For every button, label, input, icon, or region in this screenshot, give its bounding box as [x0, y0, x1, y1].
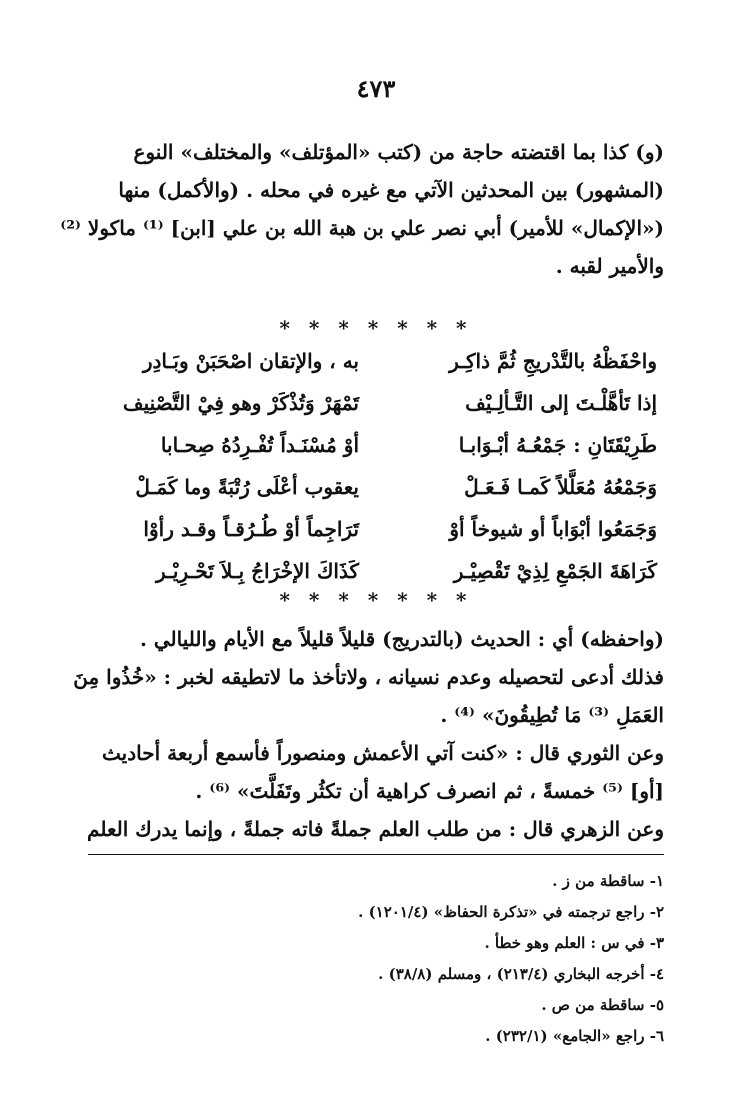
text-line: وعن الثوري قال : «كنت آتي الأعمش ومنصوراً فأسمع أربعة أحاديث: [102, 741, 664, 765]
verse-first-hemistich: طَرِيْقَتَانِ : جَمْعُـهُ أبْـوَابـا: [458, 433, 657, 457]
text-line: فذلك أدعى لتحصيله وعدم نسيانه ، ولاتأخذ ما لاتطيقه لخبر : «خُذُوا مِنَ: [73, 665, 664, 689]
verse-row: [87, 340, 657, 382]
stars-divider-bottom: * * * * * * *: [279, 588, 473, 612]
verse-second-hemistich: يعقوب أعْلَى رُتْبَةً وما كَمَـلْ: [135, 475, 359, 499]
verse-second-hemistich: كَذَاكَ الإخْرَاجُ بِـلاَ تَحْـرِيْـر: [156, 559, 359, 583]
verse-first-hemistich: وَجَمَعُوا أبْوَاباً أو شيوخاً أوْ: [449, 517, 657, 541]
footnote: ٢- راجع ترجمته في «تذكرة الحفاظ» (١٢٠١/٤) .: [358, 903, 664, 921]
text-line: والأمير لقبه .: [555, 254, 664, 278]
text-line: (و) كذا بما اقتضته حاجة من (كتب «المؤتلف» والمختلف» النوع: [133, 140, 664, 164]
text-line: (واحفظه) أي : الحديث (بالتدريج) قليلاً قليلاً مع الأيام والليالي .: [139, 627, 664, 651]
verse-row: [87, 382, 657, 424]
verse-first-hemistich: إذا تَأهَّلْـتَ إلى التَّـألِـيْف: [465, 391, 657, 415]
verse-second-hemistich: تَرَاجِماً أوْ طُـرُقـاً وقـد رأوْا: [143, 517, 359, 541]
poem-verses: [87, 340, 657, 592]
verse-second-hemistich: تَمْهَرْ وَتُذْكَرْ وهو فِيْ التَّصْنِيف: [122, 391, 359, 415]
footnote: ١- ساقطة من ز .: [552, 872, 664, 890]
footnote: ٦- راجع «الجامع» (٢٣٢/١) .: [485, 1027, 664, 1045]
verse-second-hemistich: به ، والإتقان اصْحَبَنْ وبَـادِر: [142, 349, 359, 373]
verse-first-hemistich: وَجَمْعُهُ مُعَلَّلاً كَمـا فَـعَـلْ: [464, 475, 657, 499]
verse-first-hemistich: كَرَاهَةَ الجَمْعِ لِذِيْ تَقْصِيْـر: [453, 559, 657, 583]
commentary-paragraph: [73, 620, 664, 848]
page-number: ٤٧٣: [356, 74, 396, 103]
text-line: وعن الزهري قال : من طلب العلم جملةً فاته جملةً ، وإنما يدرك العلم: [87, 817, 664, 841]
text-line: [أو] ⁽⁵⁾ خمسةً ، ثم انصرف كراهية أن تكثُر وتَفَلَّتَ» ⁽⁶⁾ .: [195, 779, 664, 803]
verse-row: [87, 424, 657, 466]
stars-divider-top: * * * * * * *: [279, 316, 473, 340]
text-line: (المشهور) بين المحدثين الآتي مع غيره في محله . (والأكمل) منها: [118, 178, 664, 202]
text-line: العَمَلِ ⁽³⁾ مَا تُطِيقُونَ» ⁽⁴⁾ .: [440, 703, 664, 727]
verse-row: [87, 466, 657, 508]
intro-paragraph: [60, 133, 664, 285]
footnote-separator: [88, 854, 664, 855]
text-line: («الإكمال» للأمير) أبي نصر علي بن هبة الله بن علي [ابن] ⁽¹⁾ ماكولا ⁽²⁾: [60, 216, 664, 240]
footnote: ٤- أخرجه البخاري (٢١٣/٤) ، ومسلم (٣٨/٨) .: [378, 965, 664, 983]
footnote: ٣- في س : العلم وهو خطأ .: [484, 934, 664, 952]
verse-row: [87, 508, 657, 550]
footnote: ٥- ساقطة من ص .: [541, 996, 664, 1014]
verse-second-hemistich: أوْ مُسْنَـداً تُفْـرِدُهُ صِحـابا: [160, 433, 359, 457]
verse-row: [87, 550, 657, 592]
footnotes: [88, 866, 664, 1052]
verse-first-hemistich: واحْفَظْهُ بالتَّدْريجِ ثُمَّ ذاكِـر: [449, 349, 657, 373]
